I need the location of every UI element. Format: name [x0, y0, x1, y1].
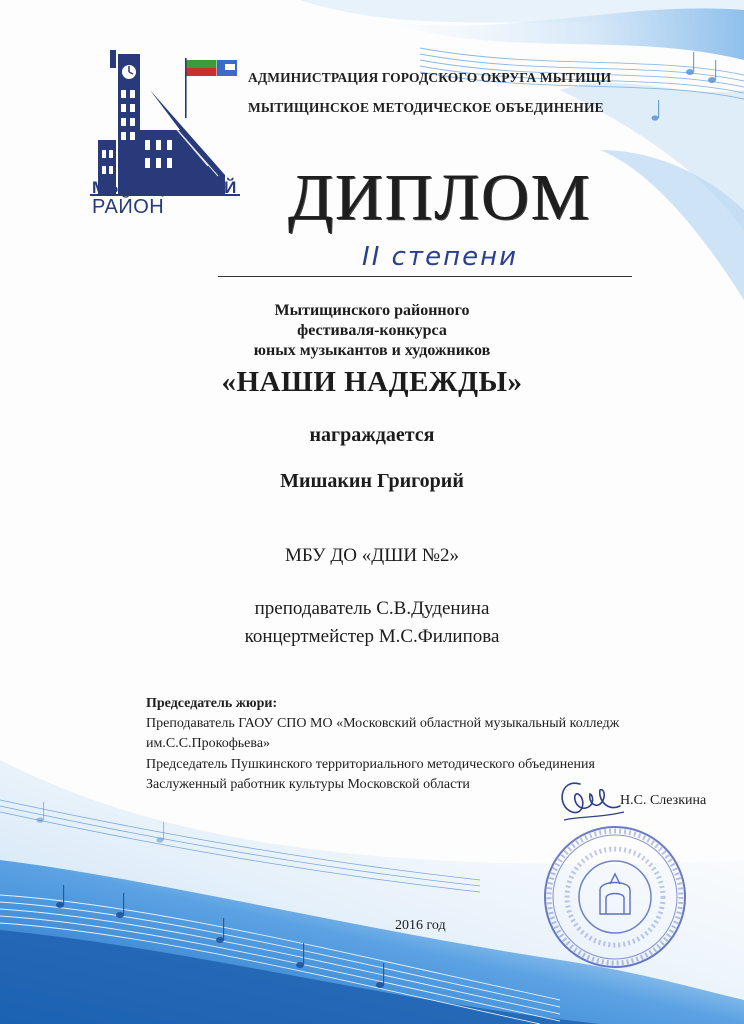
school-name: МБУ ДО «ДШИ №2»	[285, 545, 459, 566]
jury-line3: Председатель Пушкинского территориального методического объединения	[146, 757, 595, 772]
accompanist-line: концертмейстер М.С.Филипова	[244, 626, 500, 647]
jury-line2: им.С.С.Прокофьева»	[146, 736, 271, 751]
header-methodical-union: МЫТИЩИНСКОЕ МЕТОДИЧЕСКОЕ ОБЪЕДИНЕНИЕ	[248, 100, 604, 115]
teacher-line: преподаватель С.В.Дуденина	[254, 598, 490, 619]
jury-signer: Н.С. Слезкина	[620, 793, 707, 808]
official-seal	[540, 822, 690, 972]
degree-underline	[218, 276, 632, 277]
festival-name: «НАШИ НАДЕЖДЫ»	[221, 366, 523, 398]
diploma-title: ДИПЛОМ	[288, 161, 592, 234]
logo-name-line1: МЫТИЩИНСКИЙ	[92, 178, 237, 197]
festival-line3: юных музыкантов и художников	[253, 342, 491, 359]
logo-name-line2: РАЙОН	[92, 196, 165, 218]
festival-line1: Мытищинского районного	[274, 302, 470, 319]
header-administration: АДМИНИСТРАЦИЯ ГОРОДСКОГО ОКРУГА МЫТИЩИ	[248, 70, 612, 85]
jury-line1: Преподаватель ГАОУ СПО МО «Московский областной музыкальный колледж	[146, 716, 620, 731]
degree-handwritten: II степени	[362, 242, 518, 272]
awarded-text: награждается	[309, 424, 435, 446]
recipient-name: Мишакин Григорий	[280, 470, 464, 492]
year: 2016 год	[395, 918, 446, 933]
jury-title: Председатель жюри:	[146, 696, 278, 711]
jury-line4: Заслуженный работник культуры Московской области	[146, 777, 470, 792]
festival-line2: фестиваля-конкурса	[297, 322, 447, 339]
